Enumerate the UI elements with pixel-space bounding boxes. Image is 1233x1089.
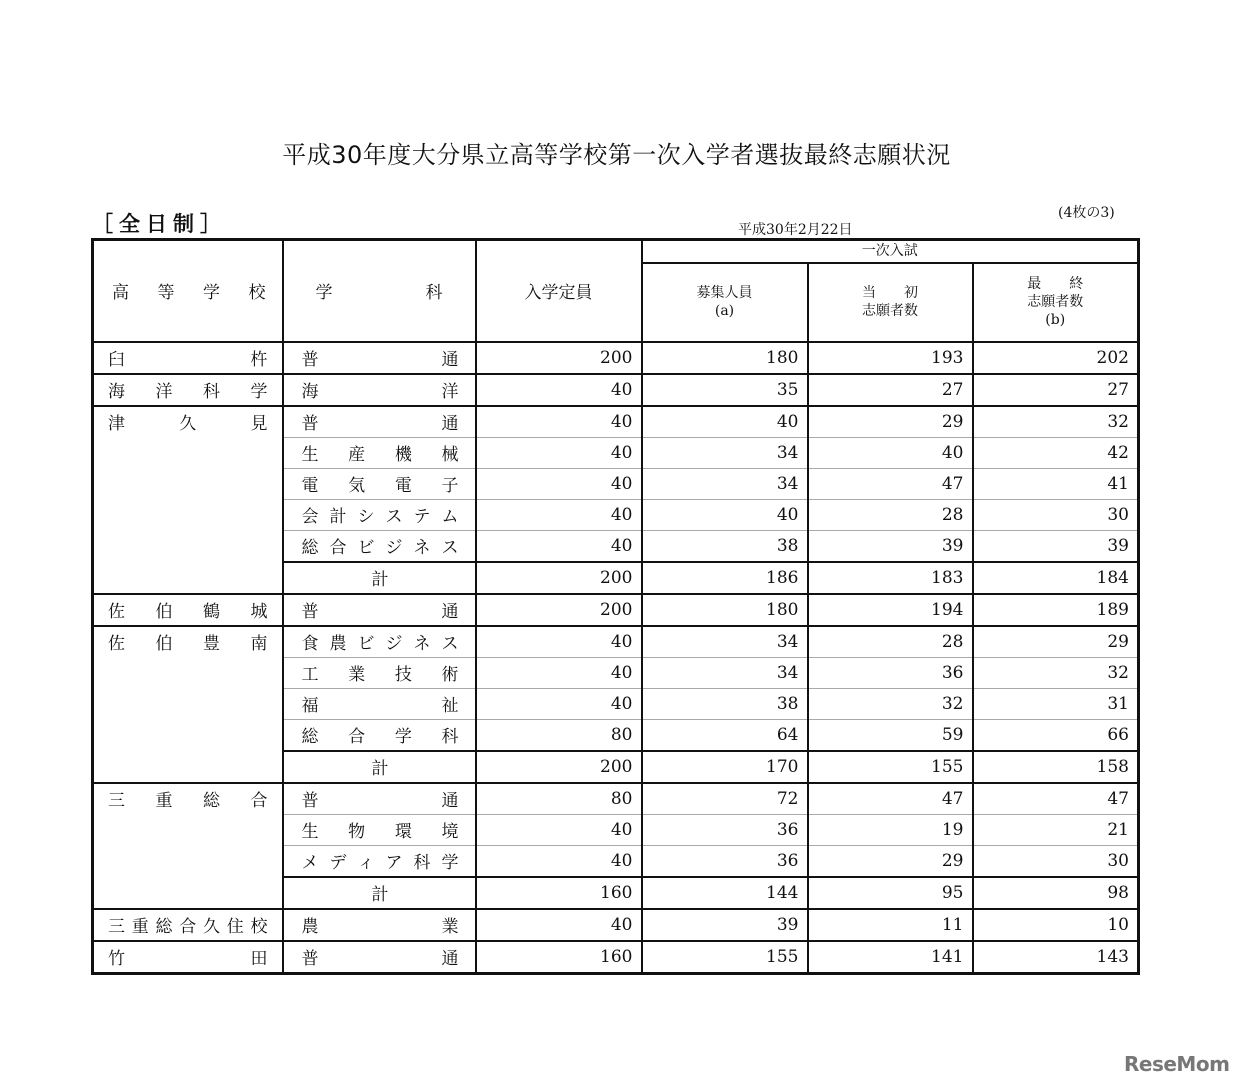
header-department: 学 科	[283, 240, 476, 342]
capacity-cell: 40	[476, 406, 642, 438]
school-name-cell: 佐 伯 豊 南	[93, 626, 283, 658]
document-title: 平成30年度大分県立高等学校第一次入学者選抜最終志願状況	[282, 141, 951, 169]
header-recruit: 募集人員 (a)	[642, 263, 808, 342]
recruit-cell: 64	[642, 719, 808, 751]
capacity-cell: 80	[476, 719, 642, 751]
initial-cell: 29	[808, 845, 973, 877]
department-cell: 普 通	[283, 594, 476, 626]
recruit-cell: 39	[642, 909, 808, 941]
school-name-cell: 竹 田	[93, 941, 283, 974]
department-cell: 工 業 技 術	[283, 657, 476, 688]
final-cell: 189	[973, 594, 1139, 626]
table-row	[93, 657, 1139, 688]
department-total-cell: 計	[283, 751, 476, 783]
school-name-cell	[93, 499, 283, 530]
capacity-cell: 40	[476, 814, 642, 845]
capacity-cell: 40	[476, 499, 642, 530]
capacity-cell: 40	[476, 437, 642, 468]
section-label: ［全日制］	[92, 212, 227, 236]
final-cell: 30	[973, 845, 1139, 877]
recruit-cell: 72	[642, 783, 808, 815]
initial-cell: 59	[808, 719, 973, 751]
table-row	[93, 437, 1139, 468]
department-cell: 普 通	[283, 941, 476, 974]
recruit-cell: 34	[642, 437, 808, 468]
department-cell: 農 業	[283, 909, 476, 941]
recruit-cell: 35	[642, 374, 808, 406]
department-cell: 総 合 ビ ジ ネ ス	[283, 530, 476, 562]
header-first-exam: 一次入試	[642, 240, 1139, 263]
school-name-cell: 津 久 見	[93, 406, 283, 438]
initial-cell: 193	[808, 342, 973, 374]
final-cell: 143	[973, 941, 1139, 974]
recruit-cell: 40	[642, 499, 808, 530]
table-row	[93, 719, 1139, 751]
table-row	[93, 530, 1139, 562]
table-row	[93, 688, 1139, 719]
final-cell: 202	[973, 342, 1139, 374]
capacity-cell: 200	[476, 342, 642, 374]
department-cell: 普 通	[283, 406, 476, 438]
table-row	[93, 562, 1139, 594]
header-final-applicants: 最 終 志願者数 (b)	[973, 263, 1139, 342]
initial-cell: 11	[808, 909, 973, 941]
capacity-cell: 160	[476, 877, 642, 909]
table-row	[93, 406, 1139, 438]
school-name-cell	[93, 719, 283, 751]
recruit-cell: 155	[642, 941, 808, 974]
final-cell: 184	[973, 562, 1139, 594]
capacity-cell: 40	[476, 688, 642, 719]
final-cell: 21	[973, 814, 1139, 845]
applicant-status-table	[91, 238, 1140, 975]
final-cell: 42	[973, 437, 1139, 468]
department-cell: 普 通	[283, 783, 476, 815]
table-row	[93, 814, 1139, 845]
initial-cell: 27	[808, 374, 973, 406]
capacity-cell: 40	[476, 468, 642, 499]
department-cell: 食 農 ビ ジ ネ ス	[283, 626, 476, 658]
table-row	[93, 751, 1139, 783]
table-row	[93, 468, 1139, 499]
recruit-cell: 36	[642, 845, 808, 877]
department-cell: 普 通	[283, 342, 476, 374]
initial-cell: 39	[808, 530, 973, 562]
recruit-cell: 36	[642, 814, 808, 845]
final-cell: 29	[973, 626, 1139, 658]
recruit-cell: 180	[642, 342, 808, 374]
initial-cell: 155	[808, 751, 973, 783]
initial-cell: 141	[808, 941, 973, 974]
table-row	[93, 877, 1139, 909]
school-name-cell	[93, 751, 283, 783]
table-row	[93, 626, 1139, 658]
recruit-cell: 38	[642, 530, 808, 562]
capacity-cell: 80	[476, 783, 642, 815]
capacity-cell: 40	[476, 530, 642, 562]
department-cell: 生 産 機 械	[283, 437, 476, 468]
department-cell: 総 合 学 科	[283, 719, 476, 751]
capacity-cell: 40	[476, 374, 642, 406]
recruit-cell: 34	[642, 657, 808, 688]
school-name-cell: 臼 杵	[93, 342, 283, 374]
final-cell: 47	[973, 783, 1139, 815]
school-name-cell	[93, 468, 283, 499]
table-row	[93, 783, 1139, 815]
table-row	[93, 342, 1139, 374]
school-name-cell	[93, 562, 283, 594]
final-cell: 41	[973, 468, 1139, 499]
recruit-cell: 34	[642, 626, 808, 658]
school-name-cell	[93, 437, 283, 468]
final-cell: 39	[973, 530, 1139, 562]
capacity-cell: 40	[476, 909, 642, 941]
initial-cell: 40	[808, 437, 973, 468]
final-cell: 158	[973, 751, 1139, 783]
recruit-cell: 34	[642, 468, 808, 499]
table-row	[93, 941, 1139, 974]
table-row	[93, 909, 1139, 941]
department-cell: メ デ ィ ア 科 学	[283, 845, 476, 877]
initial-cell: 28	[808, 626, 973, 658]
recruit-cell: 180	[642, 594, 808, 626]
initial-cell: 28	[808, 499, 973, 530]
header-capacity: 入学定員	[476, 240, 642, 342]
school-name-cell: 三 重 総 合	[93, 783, 283, 815]
recruit-cell: 38	[642, 688, 808, 719]
initial-cell: 95	[808, 877, 973, 909]
initial-cell: 29	[808, 406, 973, 438]
header-school: 高 等 学 校	[93, 240, 283, 342]
initial-cell: 32	[808, 688, 973, 719]
department-total-cell: 計	[283, 877, 476, 909]
table-row	[93, 499, 1139, 530]
school-name-cell: 海 洋 科 学	[93, 374, 283, 406]
school-name-cell	[93, 845, 283, 877]
capacity-cell: 200	[476, 751, 642, 783]
recruit-cell: 186	[642, 562, 808, 594]
school-name-cell	[93, 814, 283, 845]
recruit-cell: 144	[642, 877, 808, 909]
capacity-cell: 40	[476, 657, 642, 688]
capacity-cell: 40	[476, 626, 642, 658]
initial-cell: 47	[808, 783, 973, 815]
page-indicator: (4枚の3)	[1058, 205, 1115, 221]
header-initial-applicants: 当 初 志願者数	[808, 263, 973, 342]
school-name-cell	[93, 688, 283, 719]
school-name-cell	[93, 657, 283, 688]
final-cell: 30	[973, 499, 1139, 530]
table-row	[93, 374, 1139, 406]
school-name-cell	[93, 877, 283, 909]
final-cell: 10	[973, 909, 1139, 941]
initial-cell: 36	[808, 657, 973, 688]
final-cell: 66	[973, 719, 1139, 751]
final-cell: 31	[973, 688, 1139, 719]
department-cell: 会 計 シ ス テ ム	[283, 499, 476, 530]
school-name-cell: 三 重 総 合 久 住 校	[93, 909, 283, 941]
table-row	[93, 845, 1139, 877]
department-total-cell: 計	[283, 562, 476, 594]
initial-cell: 183	[808, 562, 973, 594]
capacity-cell: 200	[476, 562, 642, 594]
final-cell: 27	[973, 374, 1139, 406]
initial-cell: 194	[808, 594, 973, 626]
resemom-logo: ReseMom	[1124, 1052, 1230, 1076]
report-date: 平成30年2月22日	[738, 222, 853, 238]
school-name-cell: 佐 伯 鶴 城	[93, 594, 283, 626]
department-cell: 電 気 電 子	[283, 468, 476, 499]
table-row	[93, 594, 1139, 626]
recruit-cell: 40	[642, 406, 808, 438]
department-cell: 生 物 環 境	[283, 814, 476, 845]
initial-cell: 19	[808, 814, 973, 845]
recruit-cell: 170	[642, 751, 808, 783]
department-cell: 福 祉	[283, 688, 476, 719]
final-cell: 32	[973, 406, 1139, 438]
final-cell: 32	[973, 657, 1139, 688]
final-cell: 98	[973, 877, 1139, 909]
school-name-cell	[93, 530, 283, 562]
initial-cell: 47	[808, 468, 973, 499]
capacity-cell: 200	[476, 594, 642, 626]
capacity-cell: 40	[476, 845, 642, 877]
capacity-cell: 160	[476, 941, 642, 974]
department-cell: 海 洋	[283, 374, 476, 406]
